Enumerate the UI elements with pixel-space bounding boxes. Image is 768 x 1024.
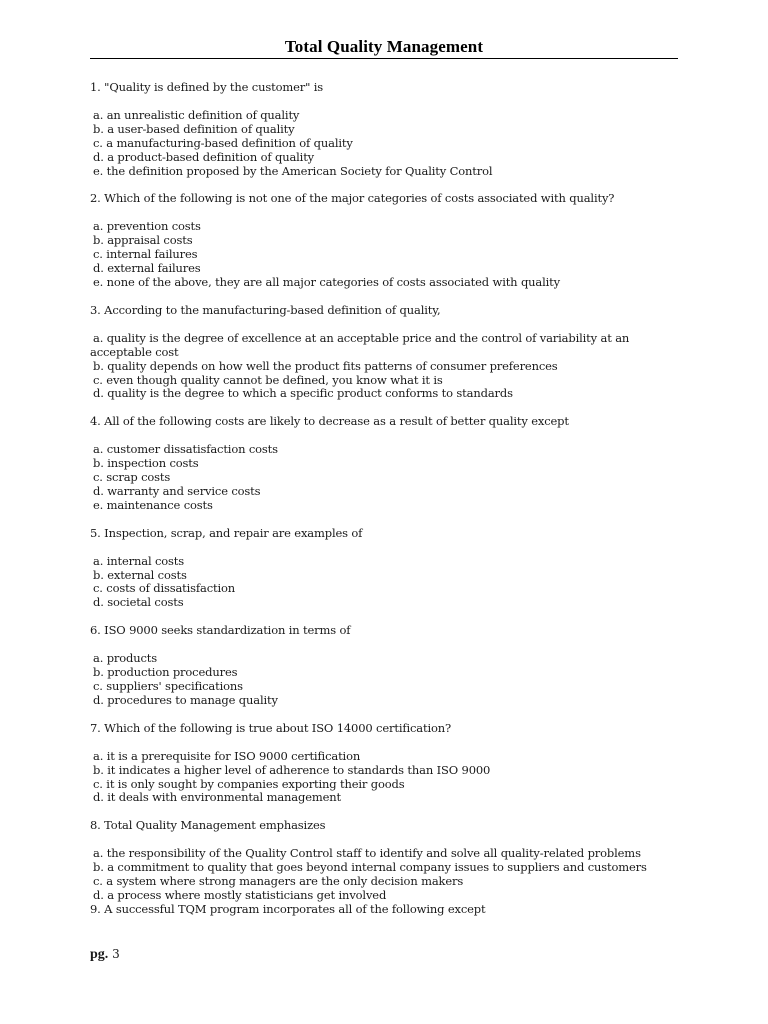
question-8 xyxy=(90,819,680,903)
page-label: pg. xyxy=(90,947,109,962)
question-text: 5. Inspection, scrap, and repair are examples of xyxy=(90,525,363,540)
page-title: Total Quality Management xyxy=(284,37,484,56)
question-text: 7. Which of the following is true about ISO 14000 certification? xyxy=(90,720,452,735)
option-c: c. scrap costs xyxy=(93,470,171,485)
option-d: d. a product-based definition of quality xyxy=(93,149,315,164)
question-list xyxy=(90,81,680,917)
option-e: e. maintenance costs xyxy=(93,497,213,512)
question-7 xyxy=(90,722,680,806)
option-b: b. external costs xyxy=(93,567,187,582)
option-d: d. warranty and service costs xyxy=(93,483,261,498)
question-text: 8. Total Quality Management emphasizes xyxy=(90,818,326,833)
option-b: b. inspection costs xyxy=(93,456,199,471)
option-c: c. costs of dissatisfaction xyxy=(93,581,236,596)
option-list xyxy=(90,555,680,611)
option-b: b. quality depends on how well the product fits patterns of consumer preferences xyxy=(93,358,558,373)
option-e: e. the definition proposed by the American Society for Quality Control xyxy=(93,163,493,178)
option-c: c. suppliers' specifications xyxy=(93,679,243,693)
question-5 xyxy=(90,527,680,611)
option-a: a. internal costs xyxy=(93,553,185,568)
question-text: 3. According to the manufacturing-based definition of quality, xyxy=(90,302,441,317)
option-e: e. none of the above, they are all major categories of costs associated with quality xyxy=(93,274,560,289)
option-list xyxy=(90,109,680,179)
option-c: c. internal failures xyxy=(93,247,198,262)
option-d: d. external failures xyxy=(93,261,201,276)
question-3 xyxy=(90,304,680,401)
option-a: a. products xyxy=(93,651,158,666)
question-6 xyxy=(90,624,680,708)
option-d: d. societal costs xyxy=(93,595,184,610)
option-b: b. a commitment to quality that goes beyond internal company issues to suppliers and customers xyxy=(93,860,647,875)
option-d: d. procedures to manage quality xyxy=(93,692,278,707)
option-c: c. a system where strong managers are the only decision makers xyxy=(93,874,464,889)
option-a: a. prevention costs xyxy=(93,219,201,234)
question-2 xyxy=(90,192,680,289)
option-d: d. a process where mostly statisticians get involved xyxy=(93,887,387,902)
option-list xyxy=(90,750,680,806)
option-b: b. it indicates a higher level of adherence to standards than ISO 9000 xyxy=(93,762,491,777)
question-text: 1. "Quality is defined by the customer" is xyxy=(90,80,324,94)
header-divider xyxy=(90,58,678,59)
option-d: d. quality is the degree to which a specific product conforms to standards xyxy=(93,386,513,401)
question-text: 9. A successful TQM program incorporates all of the following except xyxy=(90,901,486,916)
question-1 xyxy=(90,81,680,178)
option-list xyxy=(90,847,680,903)
page-footer xyxy=(90,947,120,963)
question-text: 2. Which of the following is not one of the major categories of costs associated with quality? xyxy=(90,191,615,206)
option-list xyxy=(90,332,680,402)
option-a: a. customer dissatisfaction costs xyxy=(93,442,278,457)
question-4 xyxy=(90,415,680,512)
option-list xyxy=(90,220,680,290)
option-c: c. even though quality cannot be defined, you know what it is xyxy=(93,372,443,387)
page-number: 3 xyxy=(112,947,120,961)
question-text: 4. All of the following costs are likely to decrease as a result of better quality except xyxy=(90,414,569,429)
option-list xyxy=(90,652,680,708)
option-d: d. it deals with environmental management xyxy=(93,790,342,805)
question-text: 6. ISO 9000 seeks standardization in terms of xyxy=(90,623,351,638)
option-c: c. it is only sought by companies exporting their goods xyxy=(93,776,405,791)
option-a: a. an unrealistic definition of quality xyxy=(93,107,300,122)
question-9 xyxy=(90,903,680,917)
option-a: a. it is a prerequisite for ISO 9000 certification xyxy=(93,748,361,763)
option-c: c. a manufacturing-based definition of quality xyxy=(93,135,353,150)
option-a: a. quality is the degree of excellence at an acceptable price and the control of variability at an acceptable cost xyxy=(90,330,630,359)
option-b: b. a user-based definition of quality xyxy=(93,121,295,136)
option-list xyxy=(90,443,680,513)
option-a: a. the responsibility of the Quality Control staff to identify and solve all quality-related problems xyxy=(93,846,641,861)
option-b: b. appraisal costs xyxy=(93,233,193,248)
option-b: b. production procedures xyxy=(93,665,238,680)
